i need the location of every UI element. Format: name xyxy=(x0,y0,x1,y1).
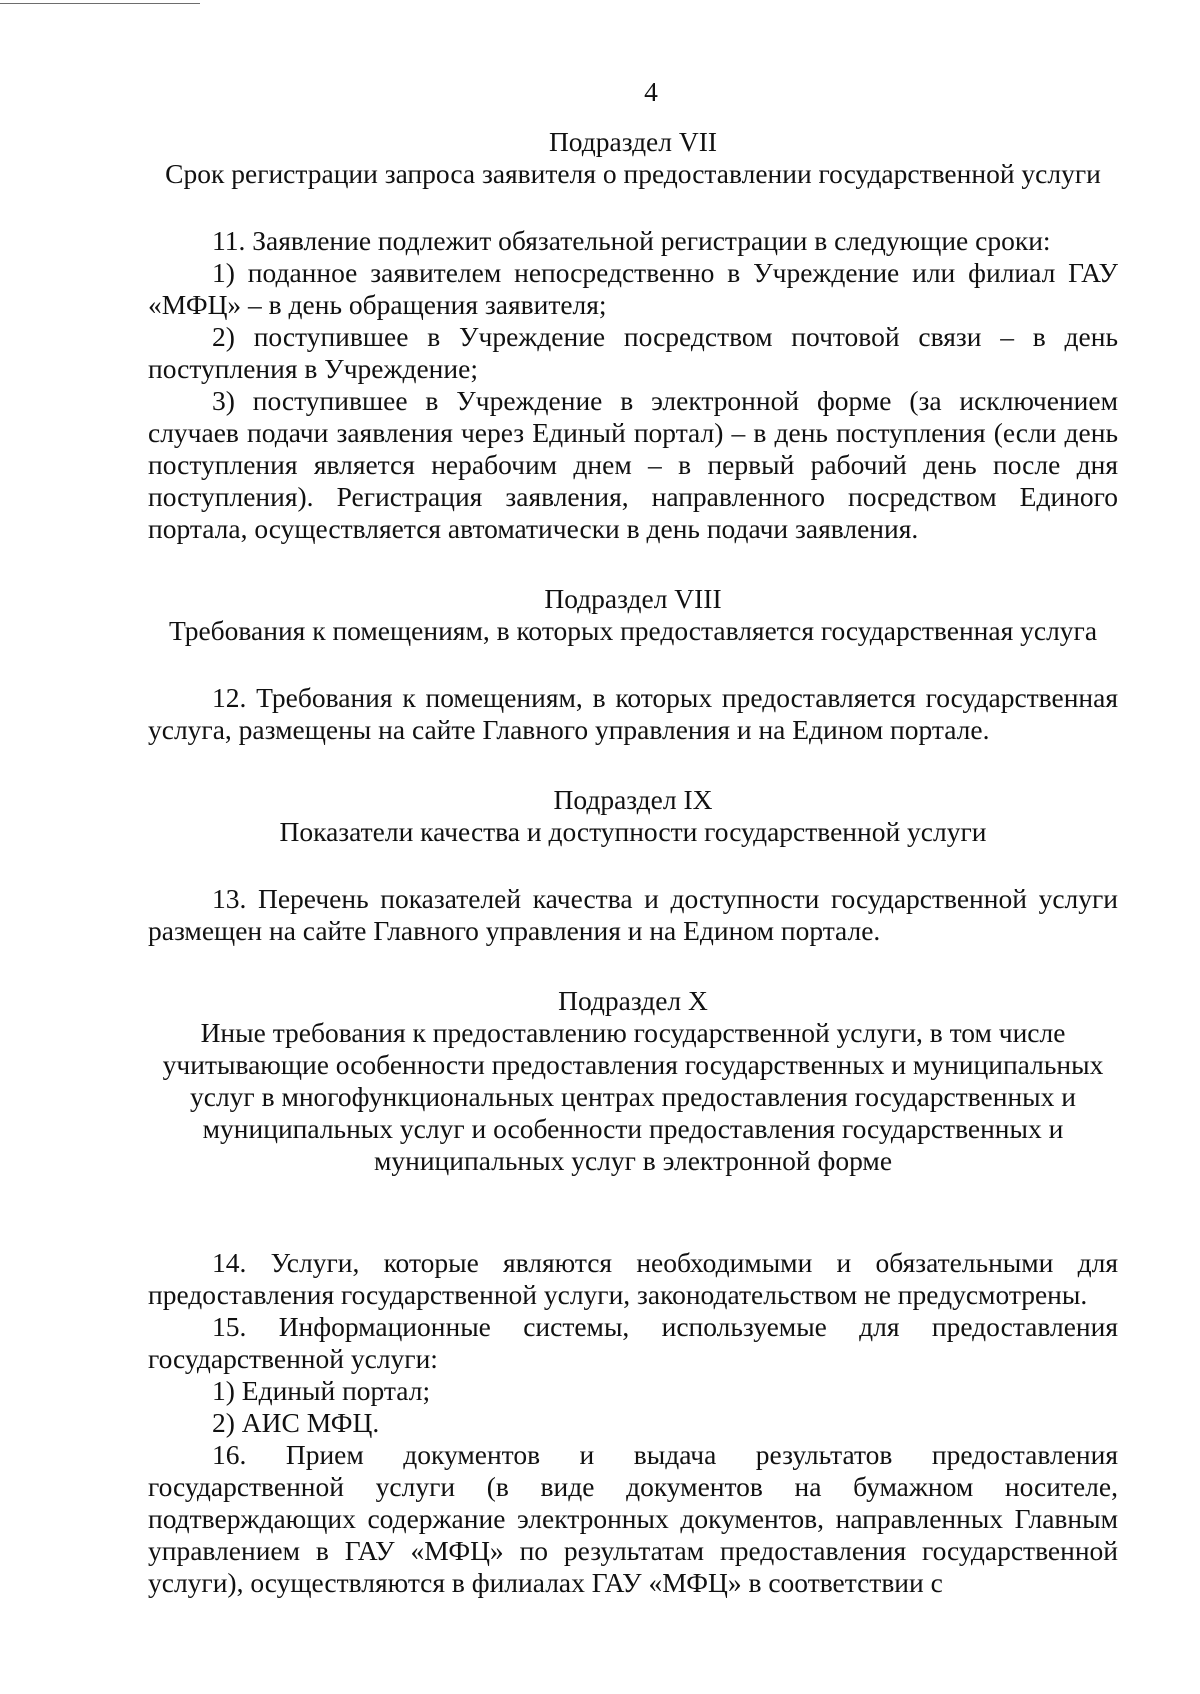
section-title: Требования к помещениям, в которых предоставляется государственная услуга xyxy=(168,615,1098,646)
section-ix xyxy=(148,784,1118,947)
section-heading: Подраздел IX xyxy=(553,784,713,815)
section-title: Срок регистрации запроса заявителя о предоставлении государственной услуги xyxy=(165,158,1101,189)
paragraph: 1) Единый портал; xyxy=(212,1375,431,1406)
paragraph: 13. Перечень показателей качества и доступности государственной услуги размещен на сайте Главного управления и на Едином портале. xyxy=(148,883,1118,946)
paragraph: 2) АИС МФЦ. xyxy=(212,1407,380,1438)
paragraph: 16. Прием документов и выдача результатов предоставления государственной услуги (в виде документов на бумажном носителе, подтверждающих содержание электронных документов, направленных Главным управлением в ГАУ «МФЦ» по результатам предоставления государственной услуги), осуществляются в филиалах ГАУ «МФЦ» в соответствии с xyxy=(148,1439,1118,1598)
paragraph: 3) поступившее в Учреждение в электронной форме (за исключением случаев подачи заявления через Единый портал) – в день поступления (если день поступления является нерабочим днем – в первый рабочий день после дня поступления). Регистрация заявления, направленного посредством Единого портала, осуществляется автоматически в день подачи заявления. xyxy=(148,385,1118,544)
paragraph: 11. Заявление подлежит обязательной регистрации в следующие сроки: xyxy=(212,225,1051,256)
section-viii xyxy=(148,583,1118,746)
section-title-line: Иные требования к предоставлению государственной услуги, в том числе xyxy=(200,1017,1066,1048)
scan-edge-line xyxy=(0,3,200,4)
paragraph: 12. Требования к помещениям, в которых предоставляется государственная услуга, размещены на сайте Главного управления и на Едином портале. xyxy=(148,682,1118,745)
paragraph: 1) поданное заявителем непосредственно в Учреждение или филиал ГАУ «МФЦ» – в день обращения заявителя; xyxy=(148,257,1118,320)
section-title-line: муниципальных услуг в электронной форме xyxy=(373,1145,893,1176)
section-heading: Подраздел VIII xyxy=(544,583,722,614)
section-x xyxy=(148,985,1118,1599)
section-title-line: услуг в многофункциональных центрах предоставления государственных и xyxy=(190,1081,1076,1112)
paragraph: 14. Услуги, которые являются необходимыми и обязательными для предоставления государственной услуги, законодательством не предусмотрены. xyxy=(148,1247,1118,1310)
document-page xyxy=(148,76,1118,1599)
section-heading: Подраздел X xyxy=(558,985,708,1016)
section-vii xyxy=(148,126,1118,545)
paragraph: 15. Информационные системы, используемые для предоставления государственной услуги: xyxy=(148,1311,1118,1374)
section-title: Показатели качества и доступности государственной услуги xyxy=(279,816,987,847)
section-title-line: муниципальных услуг и особенности предоставления государственных и xyxy=(202,1113,1064,1144)
paragraph: 2) поступившее в Учреждение посредством почтовой связи – в день поступления в Учреждение; xyxy=(148,321,1118,384)
page-number: 4 xyxy=(644,76,658,107)
section-title-line: учитывающие особенности предоставления государственных и муниципальных xyxy=(162,1049,1104,1080)
section-heading: Подраздел VII xyxy=(548,126,718,157)
